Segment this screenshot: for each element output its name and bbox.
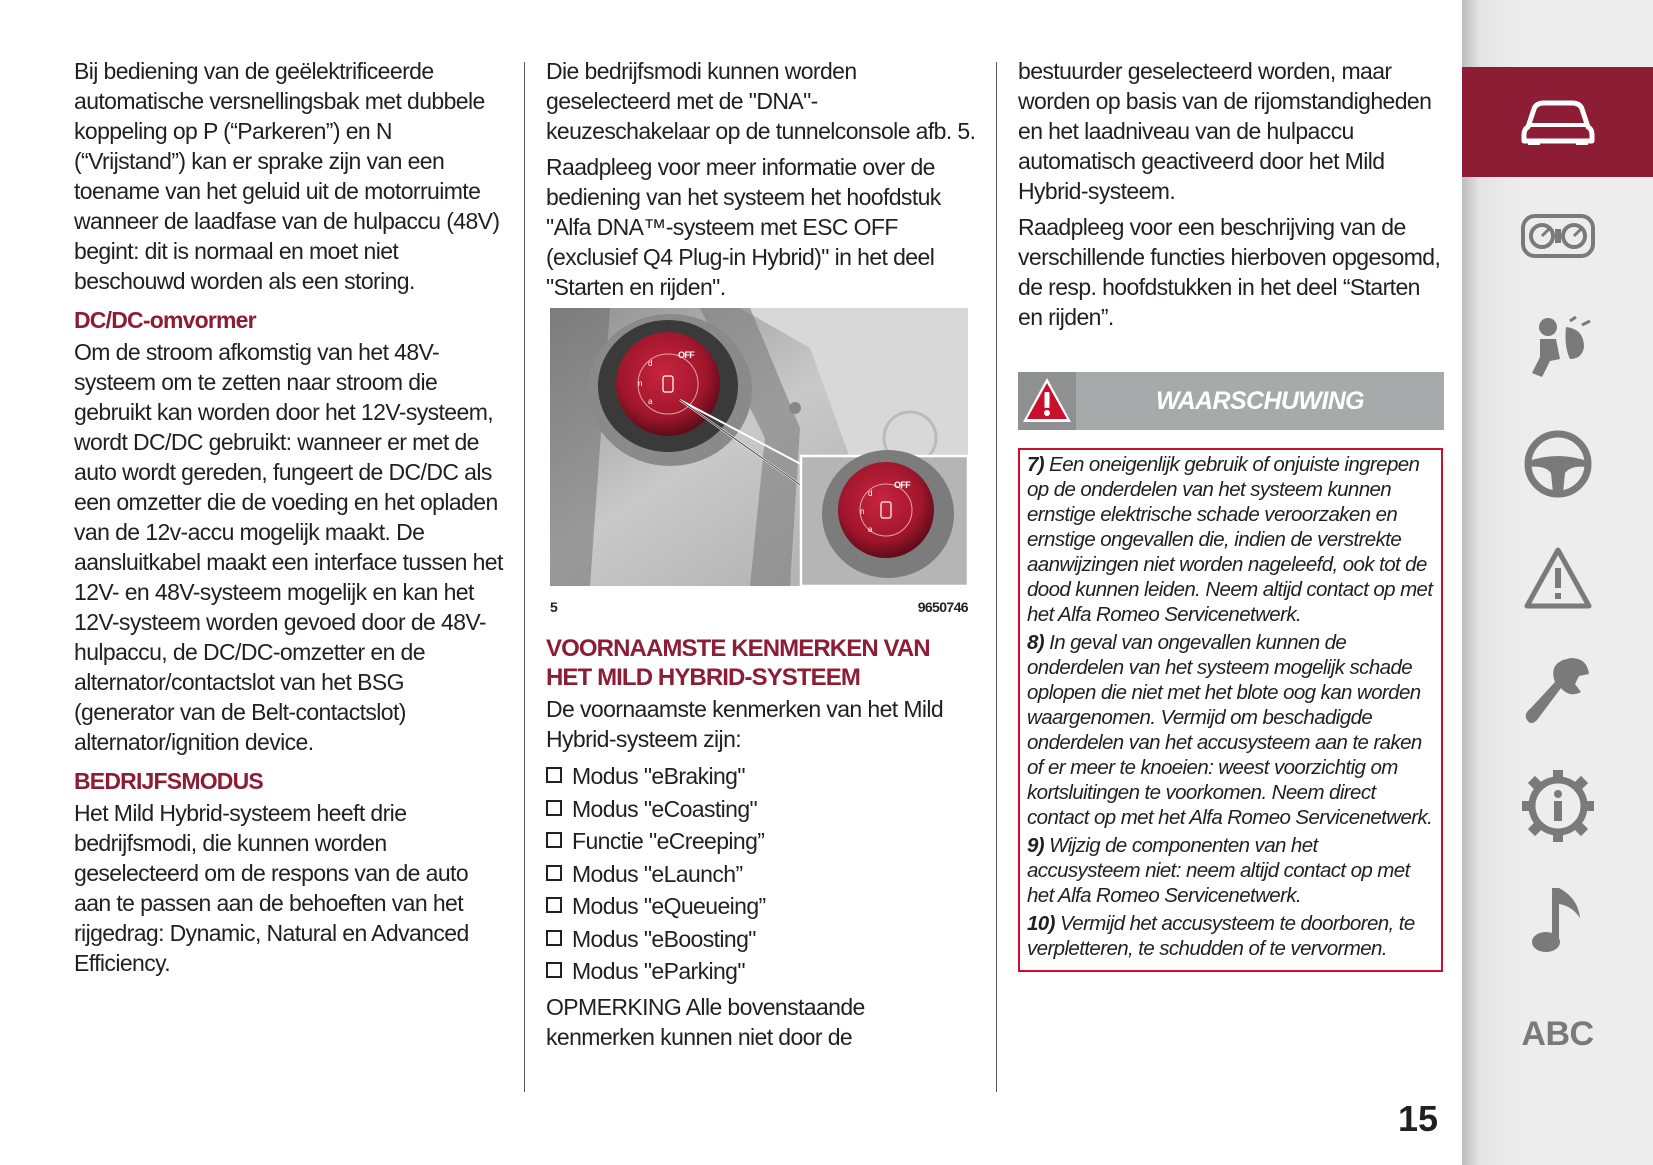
car-icon [1520, 97, 1596, 147]
dna-selector-figure [550, 308, 968, 586]
continuation-paragraph: bestuurder geselecteerd worden, maar worden op basis van de rijomstandigheden en het laadniveau van de hulpaccu automatisch geactiveerd door het Mild Hybrid-systeem. [1018, 58, 1432, 204]
knob-d-label: d [648, 359, 652, 368]
inset-off-label: OFF [894, 480, 911, 490]
list-item: Functie "eCreeping” [546, 825, 976, 858]
warning-header [1018, 372, 1444, 430]
checkbox-bullet-icon [546, 865, 562, 881]
reference-paragraph: Raadpleeg voor een beschrijving van de verschillende functies hierboven opgesomd, de resp. hoofdstukken in het deel “Starten en rijden”. [1018, 214, 1441, 330]
list-item: Modus "eBraking" [546, 760, 976, 793]
knob-n-label: n [638, 379, 642, 388]
info-paragraph: Raadpleeg voor meer informatie over de bediening van het systeem het hoofdstuk "Alfa DNA™-systeem met ESC OFF (exclusief Q4 Plug-in Hybrid)" in het deel "Starten en rijden". [546, 154, 941, 300]
dna-selector-illustration [550, 308, 968, 586]
dcdc-heading: DC/DC-omvormer [74, 307, 256, 333]
column-2 [546, 56, 976, 1058]
column-divider [996, 62, 997, 1092]
warning-title: WAARSCHUWING [1155, 387, 1365, 415]
inset-a-label: a [868, 525, 872, 534]
inset-d-label: d [868, 489, 872, 498]
page-number: 15 [1398, 1098, 1439, 1139]
column-3 [1018, 56, 1448, 972]
checkbox-bullet-icon [546, 800, 562, 816]
checkbox-bullet-icon [546, 962, 562, 978]
tab-safety[interactable] [1462, 295, 1653, 405]
feature-list [546, 760, 976, 988]
list-item: Modus "eBoosting" [546, 923, 976, 956]
tab-vehicle[interactable] [1462, 67, 1653, 177]
list-item: Modus "eQueueing” [546, 890, 976, 923]
tab-maintenance[interactable] [1462, 637, 1653, 747]
dcdc-paragraph: Om de stroom afkomstig van het 48V-systeem om te zetten naar stroom die gebruikt kan worden door het 12V-systeem, wordt DC/DC gebruikt: wanneer er met de auto wordt gereden, fungeert de DC/DC als een omzetter die de voeding en het opladen van de 12v-accu mogelijk maakt. De aansluitkabel maakt een interface tussen het 12V- en 48V-systeem mogelijk en kan het 12V-systeem worden gevoed door de 48V-hulpaccu, de DC/DC-omzetter en de alternator/contactslot van het BSG (generator van de Belt-contactslot) alternator/ignition device. [74, 339, 503, 755]
intro-paragraph: Bij bediening van de geëlektrificeerde automatische versnellingsbak met dubbele koppeling op P (“Parkeren”) en N (“Vrijstand”) kan er sprake zijn van een toename van het geluid uit de motorruimte wanneer de laadfase van de hulpaccu (48V) begint: dit is normaal en moet niet beschouwd worden als een storing. [74, 58, 500, 294]
warning-item: 8) In geval van ongevallen kunnen de onderdelen van het systeem mogelijk schade oplopen die niet met het blote oog kan worden waargenomen. Vermijd om beschadigde onderdelen van het accusysteem aan te raken of er meer te knoeien: weest voorzichtig om kortsluitingen te voorkomen. Neem direct contact op met het Alfa Romeo Servicenetwerk. [1027, 631, 1433, 829]
warning-item: 7) Een oneigenlijk gebruik of onjuiste ingrepen op de onderdelen van het systeem kunnen ernstige elektrische schade veroorzaken en ernstige ongevallen die, indien de verstrekte aanwijzingen niet worden nageleefd, ook tot de dood kunnen leiden. Neem altijd contact op met het Alfa Romeo Servicenetwerk. [1027, 453, 1433, 626]
knob-a-label: a [648, 397, 652, 406]
checkbox-bullet-icon [546, 767, 562, 783]
checkbox-bullet-icon [546, 832, 562, 848]
warning-triangle-icon [1018, 372, 1076, 430]
tab-dashboard[interactable] [1462, 181, 1653, 291]
gear-info-icon [1520, 768, 1596, 844]
warning-item: 9) Wijzig de componenten van het accusysteem niet: neem altijd contact op met het Alfa Romeo Servicenetwerk. [1027, 834, 1410, 907]
kenmerken-heading: VOORNAAMSTE KENMERKEN VAN HET MILD HYBRID-SYSTEEM [546, 635, 930, 691]
warning-triangle-icon [1523, 546, 1593, 610]
inset-n-label: n [860, 507, 864, 516]
column-1 [74, 56, 504, 984]
column-divider [524, 62, 525, 1092]
list-item: Modus "eCoasting" [546, 793, 976, 826]
kenmerken-paragraph: De voornaamste kenmerken van het Mild Hybrid-systeem zijn: [546, 696, 944, 752]
knob-off-label: OFF [678, 350, 695, 360]
list-item: Modus "eParking" [546, 955, 976, 988]
figure-number: 5 [550, 599, 558, 615]
modus-heading: BEDRIJFSMODUS [74, 768, 263, 794]
chapter-sidebar [1462, 0, 1653, 1165]
tab-driving[interactable] [1462, 409, 1653, 519]
dashboard-icon [1520, 211, 1596, 261]
abc-index-label: ABC [1521, 1014, 1594, 1053]
modus-paragraph: Het Mild Hybrid-systeem heeft drie bedrijfsmodi, die kunnen worden geselecteerd om de respons van de auto aan te passen aan de behoeften van het rijgedrag: Dynamic, Natural en Advanced Efficiency. [74, 800, 469, 976]
tab-multimedia[interactable] [1462, 865, 1653, 975]
airbag-icon [1520, 315, 1596, 385]
wrench-icon [1523, 654, 1593, 730]
tab-emergency[interactable] [1462, 523, 1653, 633]
steering-wheel-icon [1523, 429, 1593, 499]
tab-technical-data[interactable] [1462, 751, 1653, 861]
list-item: Modus "eLaunch” [546, 858, 976, 891]
figure-caption [550, 586, 968, 615]
checkbox-bullet-icon [546, 897, 562, 913]
note-paragraph: OPMERKING Alle bovenstaande kenmerken kunnen niet door de [546, 993, 865, 1050]
checkbox-bullet-icon [546, 930, 562, 946]
dna-paragraph: Die bedrijfsmodi kunnen worden geselecteerd met de "DNA"-keuzeschakelaar op de tunnelconsole afb. 5. [546, 58, 976, 144]
warning-item: 10) Vermijd het accusysteem te doorboren, te verpletteren, te schudden of te vervormen. [1027, 912, 1415, 960]
tab-index[interactable] [1462, 979, 1653, 1089]
warning-box [1018, 448, 1443, 972]
figure-code: 9650746 [917, 599, 968, 615]
music-note-icon [1528, 884, 1588, 956]
